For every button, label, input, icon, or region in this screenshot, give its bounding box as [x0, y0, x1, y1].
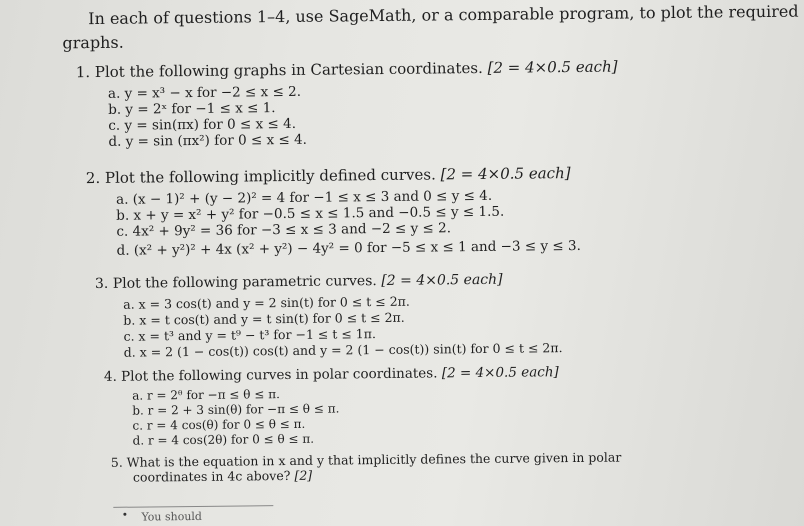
question-1-points: [2 = 4×0.5 each] [487, 57, 618, 77]
question-2 [86, 164, 581, 259]
question-3-item-c: c. x = t³ and y = t⁹ − t³ for −1 ≤ t ≤ 1π. [123, 326, 376, 344]
instructions [62, 1, 799, 56]
question-3-item-b: b. x = t cos(t) and y = t sin(t) for 0 ≤ t ≤ 2π. [123, 309, 405, 328]
question-4-item-d: d. r = 4 cos(2θ) for 0 ≤ θ ≤ π. [132, 431, 315, 448]
instructions-line-1: In each of questions 1–4, use SageMath, or a comparable program, to plot the required [88, 1, 799, 29]
question-2-item-c: c. 4x² + 9y² = 36 for −3 ≤ x ≤ 3 and −2 ≤ y ≤ 2. [116, 220, 452, 240]
question-3 [95, 271, 563, 361]
question-3-points: [2 = 4×0.5 each] [381, 271, 503, 290]
question-1-item-a: a. y = x³ − x for −2 ≤ x ≤ 2. [107, 83, 302, 102]
question-1-item-c: c. y = sin(πx) for 0 ≤ x ≤ 4. [108, 115, 297, 134]
question-1-title: 1. Plot the following graphs in Cartesian coordinates. [75, 58, 483, 82]
question-2-title: 2. Plot the following implicitly defined curves. [85, 165, 436, 188]
question-1-item-b: b. y = 2ˣ for −1 ≤ x ≤ 1. [108, 100, 276, 118]
separator-line [113, 505, 273, 508]
question-1 [76, 58, 619, 151]
question-3-title: 3. Plot the following parametric curves. [94, 273, 377, 293]
bullet-dot [123, 513, 126, 516]
question-1-item-d: d. y = sin (πx²) for 0 ≤ x ≤ 4. [108, 131, 308, 150]
question-4-item-b: b. r = 2 + 3 sin(θ) for −π ≤ θ ≤ π. [132, 401, 340, 418]
question-5-points: [2] [294, 467, 313, 483]
question-5-line-2: coordinates in 4c above? [132, 467, 291, 485]
question-5 [111, 450, 622, 485]
question-4-item-c: c. r = 4 cos(θ) for 0 ≤ θ ≤ π. [132, 416, 306, 433]
question-5-line-1: 5. What is the equation in x and y that implicitly defines the curve given in polar [110, 449, 622, 470]
question-4 [104, 364, 560, 449]
question-2-item-a: a. (x − 1)² + (y − 2)² = 4 for −1 ≤ x ≤ 3 and 0 ≤ y ≤ 4. [116, 187, 493, 208]
question-4-points: [2 = 4×0.5 each] [441, 364, 559, 382]
question-3-item-d: d. x = 2 (1 − cos(t)) cos(t) and y = 2 (1 − cos(t)) sin(t) for 0 ≤ t ≤ 2π. [123, 340, 563, 360]
question-4-item-a: a. r = 2ᶿ for −π ≤ θ ≤ π. [132, 387, 280, 403]
question-2-item-b: b. x + y = x² + y² for −0.5 ≤ x ≤ 1.5 and −0.5 ≤ y ≤ 1.5. [116, 203, 505, 224]
question-2-item-d: d. (x² + y²)² + 4x (x² + y²) − 4y² = 0 for −5 ≤ x ≤ 1 and −3 ≤ y ≤ 3. [116, 237, 581, 259]
question-3-item-a: a. x = 3 cos(t) and y = 2 sin(t) for 0 ≤ t ≤ 2π. [123, 293, 410, 312]
footer-fragment: You should [141, 509, 203, 524]
question-2-points: [2 = 4×0.5 each] [440, 164, 571, 184]
question-4-title: 4. Plot the following curves in polar coordinates. [103, 365, 438, 385]
instructions-line-2: graphs. [62, 32, 124, 53]
